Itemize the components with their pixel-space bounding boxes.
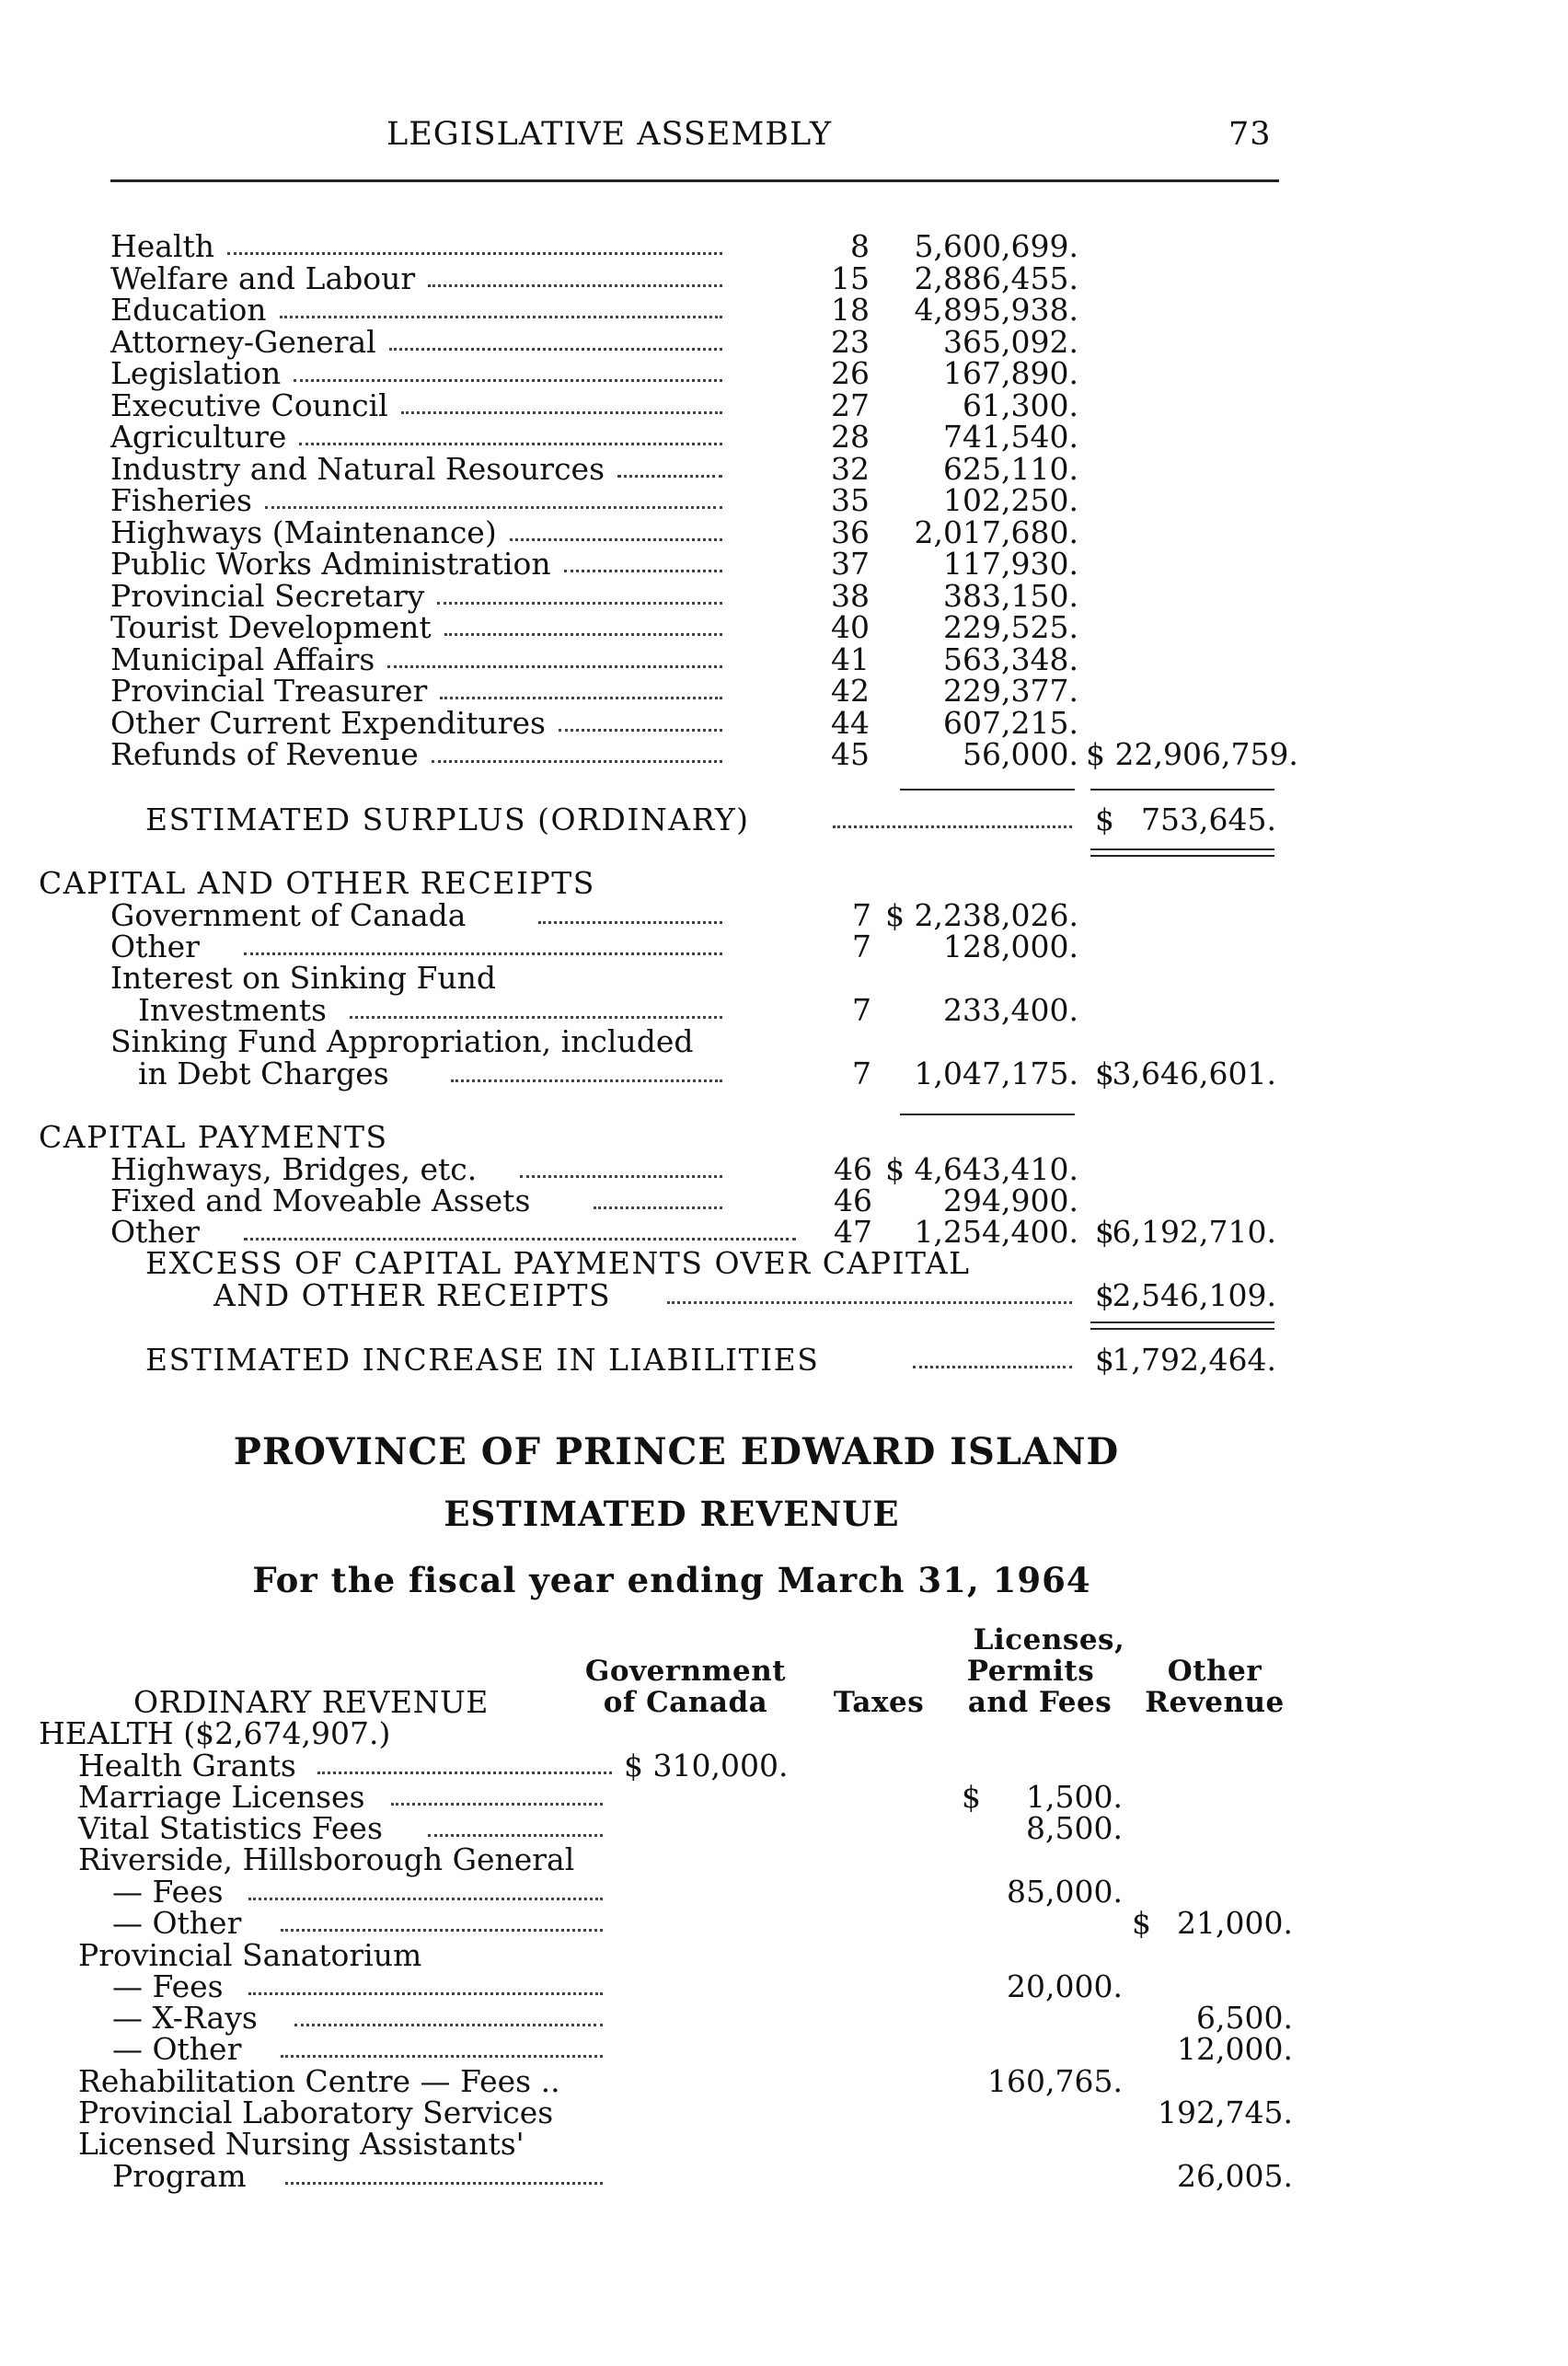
riverside-label: Riverside, Hillsborough General	[78, 1841, 575, 1877]
expenditure-ref: 28	[831, 419, 870, 455]
sanatorium-other-leader	[281, 2055, 603, 2058]
sanatorium-xrays-label: — X-Rays	[112, 2000, 258, 2036]
col-gov-line1: Government	[584, 1655, 787, 1688]
riverside-fees-leader	[248, 1898, 603, 1900]
sinking-label-line1: Sinking Fund Appropriation, included	[110, 1023, 694, 1059]
payments-other-leader	[244, 1238, 796, 1241]
pei-subtitle: ESTIMATED REVENUE	[444, 1494, 900, 1534]
expenditure-amount: 167,890.	[943, 355, 1078, 391]
receipts-other-ref: 7	[852, 929, 871, 964]
sanatorium-xrays-revenue: 6,500.	[1196, 2000, 1293, 2036]
running-header-title: LEGISLATIVE ASSEMBLY	[386, 116, 833, 153]
expenditure-label: Provincial Secretary	[110, 578, 425, 614]
expenditure-leader	[510, 538, 722, 541]
highways-label: Highways, Bridges, etc.	[110, 1151, 478, 1187]
expenditure-leader	[389, 348, 722, 351]
expenditure-ref: 41	[831, 641, 870, 677]
nursing-label-line1: Licensed Nursing Assistants'	[78, 2126, 525, 2162]
expenditure-amount: 365,092.	[943, 324, 1078, 360]
excess-label-line2: AND OTHER RECEIPTS	[213, 1277, 612, 1313]
nursing-leader	[285, 2182, 603, 2185]
expenditure-amount: 2,017,680.	[914, 514, 1078, 550]
pei-title: PROVINCE OF PRINCE EDWARD ISLAND	[233, 1430, 1120, 1473]
receipts-subtotal-rule	[900, 1114, 1075, 1115]
expenditure-leader	[227, 252, 722, 255]
expenditure-ref: 44	[831, 705, 870, 741]
capital-receipts-heading: CAPITAL AND OTHER RECEIPTS	[39, 865, 595, 901]
expenditure-ref: 27	[831, 387, 870, 423]
sanatorium-other-label: — Other	[112, 2031, 242, 2067]
expenditure-label: Legislation	[110, 355, 282, 391]
expenditure-label: Executive Council	[110, 387, 388, 423]
health-grants-gov: $ 310,000.	[624, 1748, 789, 1783]
sanatorium-xrays-leader	[294, 2024, 603, 2026]
riverside-other-leader	[281, 1929, 603, 1932]
expenditure-ref: 35	[831, 482, 870, 518]
expenditure-leader	[428, 284, 722, 287]
riverside-other-dollar: $	[1132, 1905, 1151, 1941]
sinking-amount: 1,047,175.	[914, 1056, 1078, 1091]
receipts-other-amount: 128,000.	[943, 929, 1078, 964]
gov-canada-leader	[538, 921, 722, 924]
fixed-assets-leader	[594, 1206, 722, 1209]
surplus-label: ESTIMATED SURPLUS (ORDINARY)	[145, 802, 750, 837]
col-gov-line2: of Canada	[603, 1686, 768, 1719]
expenditure-amount: 2,886,455.	[914, 260, 1078, 296]
expenditure-amount: 61,300.	[963, 387, 1078, 423]
sinking-ref: 7	[852, 1056, 871, 1091]
ordinary-revenue-heading: ORDINARY REVENUE	[133, 1684, 489, 1720]
expenditure-label: Refunds of Revenue	[110, 736, 419, 772]
col-licenses-line3: and Fees	[967, 1686, 1113, 1719]
capital-payments-heading: CAPITAL PAYMENTS	[39, 1119, 388, 1155]
header-rule	[110, 179, 1279, 182]
expenditure-leader	[617, 475, 722, 478]
col-other-line2: Revenue	[1145, 1686, 1285, 1719]
expenditure-ref: 45	[831, 736, 870, 772]
col-licenses-line2: Permits	[966, 1655, 1095, 1688]
riverside-fees-label: — Fees	[112, 1874, 224, 1910]
highways-ref: 46	[834, 1151, 872, 1187]
expenditure-label: Attorney-General	[110, 324, 376, 360]
expenditure-subtotal-rule	[900, 789, 1075, 791]
health-grants-label: Health Grants	[78, 1748, 296, 1783]
expenditure-ref: 8	[850, 228, 870, 264]
vital-label: Vital Statistics Fees	[78, 1810, 383, 1846]
surplus-amount: 753,645.	[1141, 802, 1276, 837]
expenditure-total: $ 22,906,759.	[1086, 736, 1298, 772]
riverside-other-label: — Other	[112, 1905, 242, 1941]
receipts-other-label: Other	[110, 929, 200, 964]
sinking-leader	[451, 1079, 722, 1082]
excess-leader	[667, 1301, 1072, 1304]
interest-amount: 233,400.	[943, 992, 1078, 1028]
sanatorium-label: Provincial Sanatorium	[78, 1937, 422, 1973]
expenditure-ref: 40	[831, 609, 870, 645]
expenditure-label: Agriculture	[110, 419, 287, 455]
marriage-label: Marriage Licenses	[78, 1779, 365, 1815]
lab-label: Provincial Laboratory Services	[78, 2095, 554, 2130]
expenditure-amount: 625,110.	[943, 451, 1078, 487]
expenditure-amount: 102,250.	[943, 482, 1078, 518]
riverside-fees: 85,000.	[1007, 1874, 1123, 1910]
gov-canada-amount: $ 2,238,026.	[885, 897, 1078, 933]
expenditure-ref: 42	[831, 673, 870, 709]
payments-total: 6,192,710.	[1112, 1214, 1276, 1250]
excess-label-line1: EXCESS OF CAPITAL PAYMENTS OVER CAPITAL	[145, 1245, 971, 1281]
expenditure-leader	[444, 633, 722, 636]
riverside-other-revenue: 21,000.	[1177, 1905, 1293, 1941]
vital-leader	[428, 1834, 603, 1837]
sanatorium-fees: 20,000.	[1007, 1968, 1123, 2004]
marriage-fees: 1,500.	[1026, 1779, 1123, 1815]
expenditure-leader	[387, 665, 722, 668]
receipts-other-leader	[244, 952, 722, 955]
fixed-assets-ref: 46	[834, 1183, 872, 1218]
highways-amount: $ 4,643,410.	[885, 1151, 1078, 1187]
surplus-leader	[833, 825, 1072, 828]
sanatorium-fees-label: — Fees	[112, 1968, 224, 2004]
marriage-leader	[391, 1803, 603, 1806]
expenditure-leader	[564, 570, 722, 572]
health-grants-leader	[317, 1772, 612, 1774]
marriage-dollar: $	[962, 1779, 981, 1815]
expenditure-amount: 607,215.	[943, 705, 1078, 741]
expenditure-label: Education	[110, 292, 267, 328]
expenditure-leader	[265, 506, 722, 509]
fixed-assets-amount: 294,900.	[943, 1183, 1078, 1218]
expenditure-ref: 15	[831, 260, 870, 296]
expenditure-leader	[440, 697, 722, 699]
interest-label-line1: Interest on Sinking Fund	[110, 960, 497, 996]
page-number: 73	[1228, 116, 1272, 153]
col-taxes: Taxes	[833, 1686, 925, 1719]
rehab-fees: 160,765.	[987, 2063, 1123, 2099]
interest-ref: 7	[852, 992, 871, 1028]
expenditure-label: Health	[110, 228, 215, 264]
liabilities-leader	[913, 1366, 1072, 1368]
expenditure-leader	[437, 602, 722, 605]
col-licenses-line1: Licenses,	[973, 1623, 1125, 1656]
gov-canada-label: Government of Canada	[110, 897, 467, 933]
expenditure-label: Provincial Treasurer	[110, 673, 428, 709]
surplus-dollar: $	[1095, 802, 1114, 837]
health-heading: HEALTH ($2,674,907.)	[39, 1715, 391, 1751]
interest-leader	[350, 1016, 722, 1019]
excess-double-rule	[1090, 1321, 1274, 1330]
expenditure-amount: 4,895,938.	[914, 292, 1078, 328]
expenditure-amount: 229,525.	[943, 609, 1078, 645]
col-other-line1: Other	[1167, 1655, 1262, 1688]
liabilities-dollar: $	[1095, 1342, 1114, 1378]
excess-dollar: $	[1095, 1277, 1114, 1313]
liabilities-amount: 1,792,464.	[1112, 1342, 1276, 1378]
expenditure-amount: 117,930.	[943, 546, 1078, 582]
expenditure-label: Municipal Affairs	[110, 641, 375, 677]
rehab-label: Rehabilitation Centre — Fees ..	[78, 2063, 560, 2099]
nursing-revenue: 26,005.	[1177, 2158, 1293, 2194]
excess-amount: 2,546,109.	[1112, 1277, 1276, 1313]
gov-canada-ref: 7	[852, 897, 871, 933]
expenditure-leader	[401, 411, 722, 414]
receipts-total-dollar: $	[1095, 1056, 1114, 1091]
sanatorium-other-revenue: 12,000.	[1177, 2031, 1293, 2067]
expenditure-ref: 23	[831, 324, 870, 360]
expenditure-ref: 36	[831, 514, 870, 550]
expenditure-amount: 5,600,699.	[914, 228, 1078, 264]
payments-other-ref: 47	[834, 1214, 872, 1250]
sinking-label-line2: in Debt Charges	[138, 1056, 389, 1091]
payments-other-label: Other	[110, 1214, 200, 1250]
expenditure-label: Industry and Natural Resources	[110, 451, 605, 487]
expenditure-amount: 229,377.	[943, 673, 1078, 709]
pei-fiscal-year: For the fiscal year ending March 31, 1964	[252, 1560, 1091, 1600]
expenditure-leader	[432, 760, 722, 763]
expenditure-label: Tourist Development	[110, 609, 432, 645]
expenditure-leader	[299, 443, 722, 445]
expenditure-ref: 32	[831, 451, 870, 487]
expenditure-total-rule	[1090, 789, 1274, 791]
highways-leader	[520, 1175, 722, 1178]
fixed-assets-label: Fixed and Moveable Assets	[110, 1183, 531, 1218]
expenditure-leader	[559, 729, 722, 732]
expenditure-amount: 56,000.	[963, 736, 1078, 772]
expenditure-amount: 741,540.	[943, 419, 1078, 455]
payments-other-amount: 1,254,400.	[914, 1214, 1078, 1250]
expenditure-leader	[294, 379, 722, 382]
liabilities-label: ESTIMATED INCREASE IN LIABILITIES	[145, 1342, 820, 1378]
nursing-label-line2: Program	[112, 2158, 247, 2194]
interest-label-line2: Investments	[138, 992, 327, 1028]
receipts-total: 3,646,601.	[1112, 1056, 1276, 1091]
expenditure-leader	[280, 316, 722, 318]
expenditure-amount: 383,150.	[943, 578, 1078, 614]
payments-total-dollar: $	[1095, 1214, 1114, 1250]
vital-fees: 8,500.	[1026, 1810, 1123, 1846]
expenditure-label: Other Current Expenditures	[110, 705, 546, 741]
expenditure-label: Public Works Administration	[110, 546, 551, 582]
surplus-double-rule	[1090, 848, 1274, 857]
expenditure-label: Fisheries	[110, 482, 252, 518]
expenditure-ref: 38	[831, 578, 870, 614]
expenditure-ref: 37	[831, 546, 870, 582]
expenditure-ref: 26	[831, 355, 870, 391]
expenditure-ref: 18	[831, 292, 870, 328]
expenditure-label: Welfare and Labour	[110, 260, 416, 296]
expenditure-label: Highways (Maintenance)	[110, 514, 497, 550]
expenditure-amount: 563,348.	[943, 641, 1078, 677]
sanatorium-fees-leader	[248, 1992, 603, 1995]
lab-revenue: 192,745.	[1158, 2095, 1293, 2130]
